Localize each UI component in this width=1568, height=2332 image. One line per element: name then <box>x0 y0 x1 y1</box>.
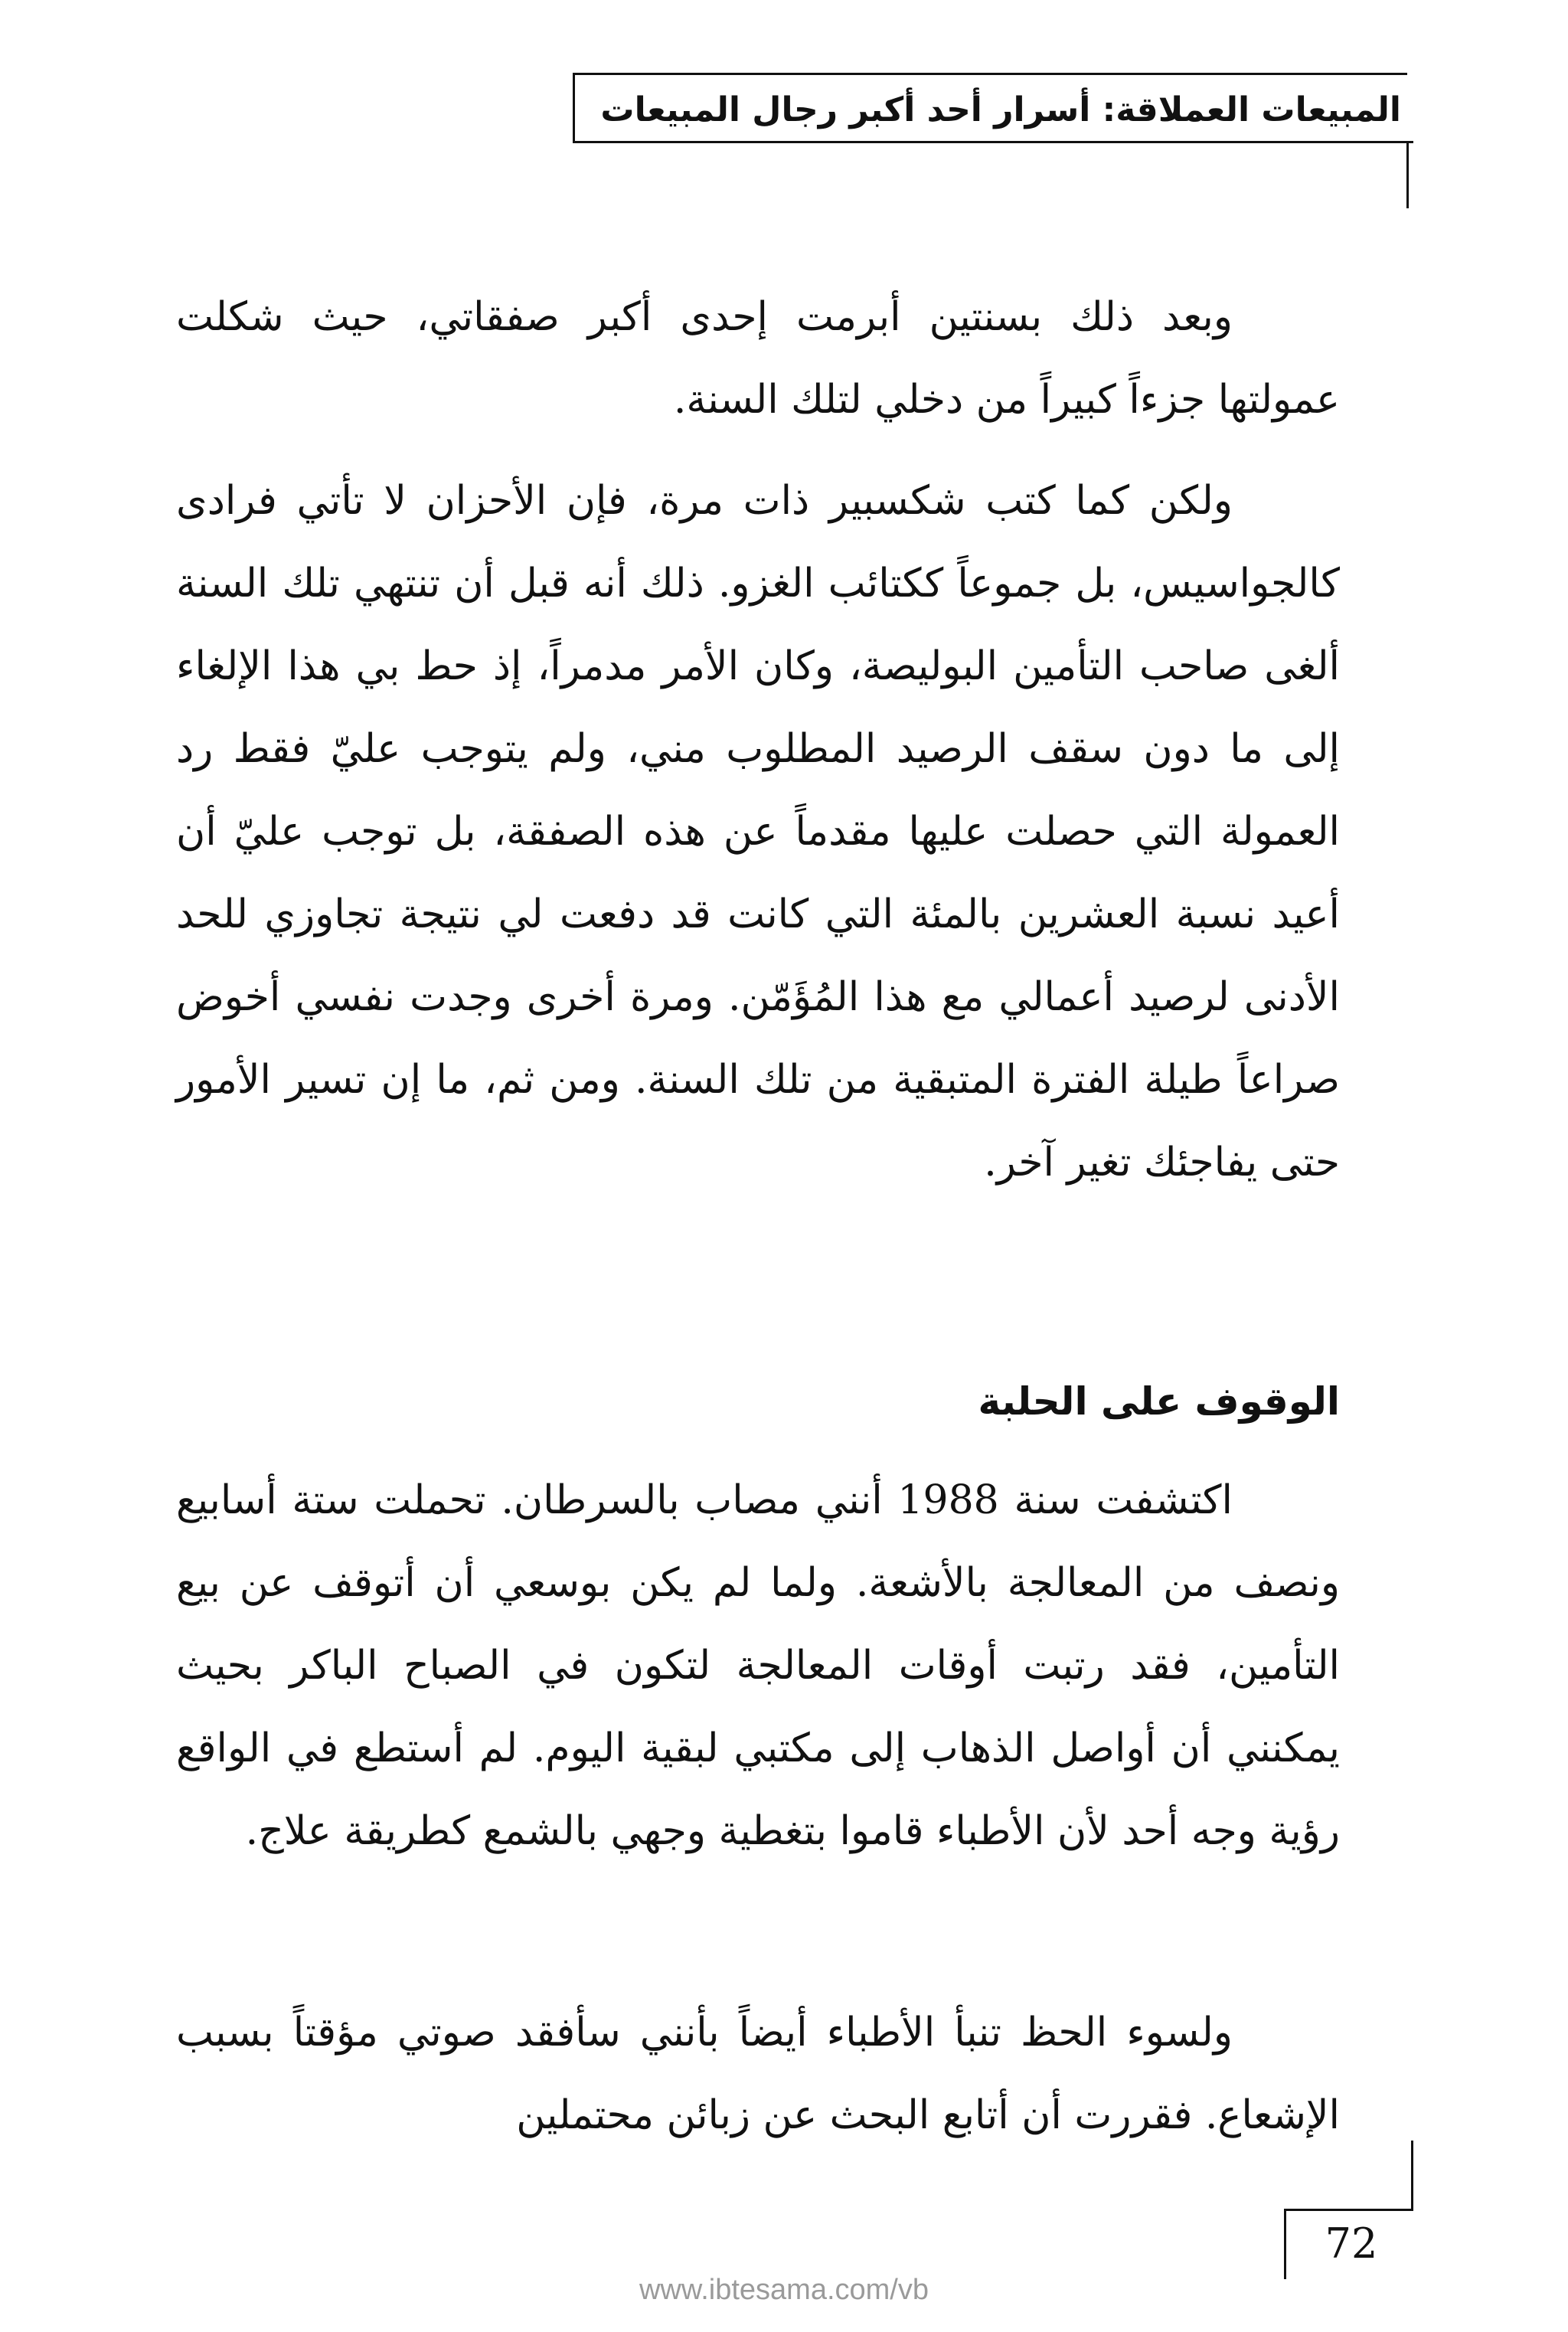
watermark-link: www.ibtesama.com/vb <box>639 2274 929 2306</box>
section-heading: الوقوف على الحلبة <box>978 1379 1340 1424</box>
header-rule-right <box>1406 141 1409 208</box>
footer-rule-right <box>1411 2141 1413 2211</box>
header-rule-top <box>573 73 1407 75</box>
section-paragraph-2: ولسوء الحظ تنبأ الأطباء أيضاً بأنني سأفقد صوتي مؤقتاً بسبب الإشعاع. فقررت أن أتابع البحث عن زبائن محتملين <box>176 2010 1340 2138</box>
page-number: 72 <box>1325 2219 1378 2268</box>
paragraph-1: وبعد ذلك بسنتين أبرمت إحدى أكبر صفقاتي، حيث شكلت عمولتها جزءاً كبيراً من دخلي لتلك السنة. <box>176 294 1340 423</box>
running-header-title: المبيعات العملاقة: أسرار أحد أكبر رجال المبيعات <box>600 90 1401 129</box>
header-rule-bottom <box>573 141 1413 143</box>
section-paragraph-1: اكتشفت سنة 1988 أنني مصاب بالسرطان. تحملت ستة أسابيع ونصف من المعالجة بالأشعة. ولما لم يكن بوسعي أن أتوقف عن بيع التأمين، فقد رتبت أوقات المعالجة لتكون في الصباح الباكر بحيث يمكنني أن أواصل الذهاب إلى مكتبي لبقية اليوم. لم أستطع في الواقع رؤية وجه أحد لأن الأطباء قاموا بتغطية وجهي بالشمع كطريقة علاج. <box>176 1477 1340 1854</box>
header-rule-left <box>573 73 575 143</box>
paragraph-2: ولكن كما كتب شكسبير ذات مرة، فإن الأحزان لا تأتي فرادى كالجواسيس، بل جموعاً ككتائب الغزو. ذلك أنه قبل أن تنتهي تلك السنة ألغى صاحب التأمين البوليصة، وكان الأمر مدمراً، إذ حط بي هذا الإلغاء إلى ما دون سقف الرصيد المطلوب مني، ولم يتوجب عليّ فقط رد العمولة التي حصلت عليها مقدماً عن هذه الصفقة، بل توجب عليّ أن أعيد نسبة العشرين بالمئة التي كانت قد دفعت لي نتيجة تجاوزي للحد الأدنى لرصيد أعمالي مع هذا المُؤَمّن. ومرة أخرى وجدت نفسي أخوض صراعاً طيلة الفترة المتبقية من تلك السنة. ومن ثم، ما إن تسير الأمور حتى يفاجئك تغير آخر. <box>176 478 1340 1186</box>
footer-rule-middle <box>1286 2209 1413 2211</box>
